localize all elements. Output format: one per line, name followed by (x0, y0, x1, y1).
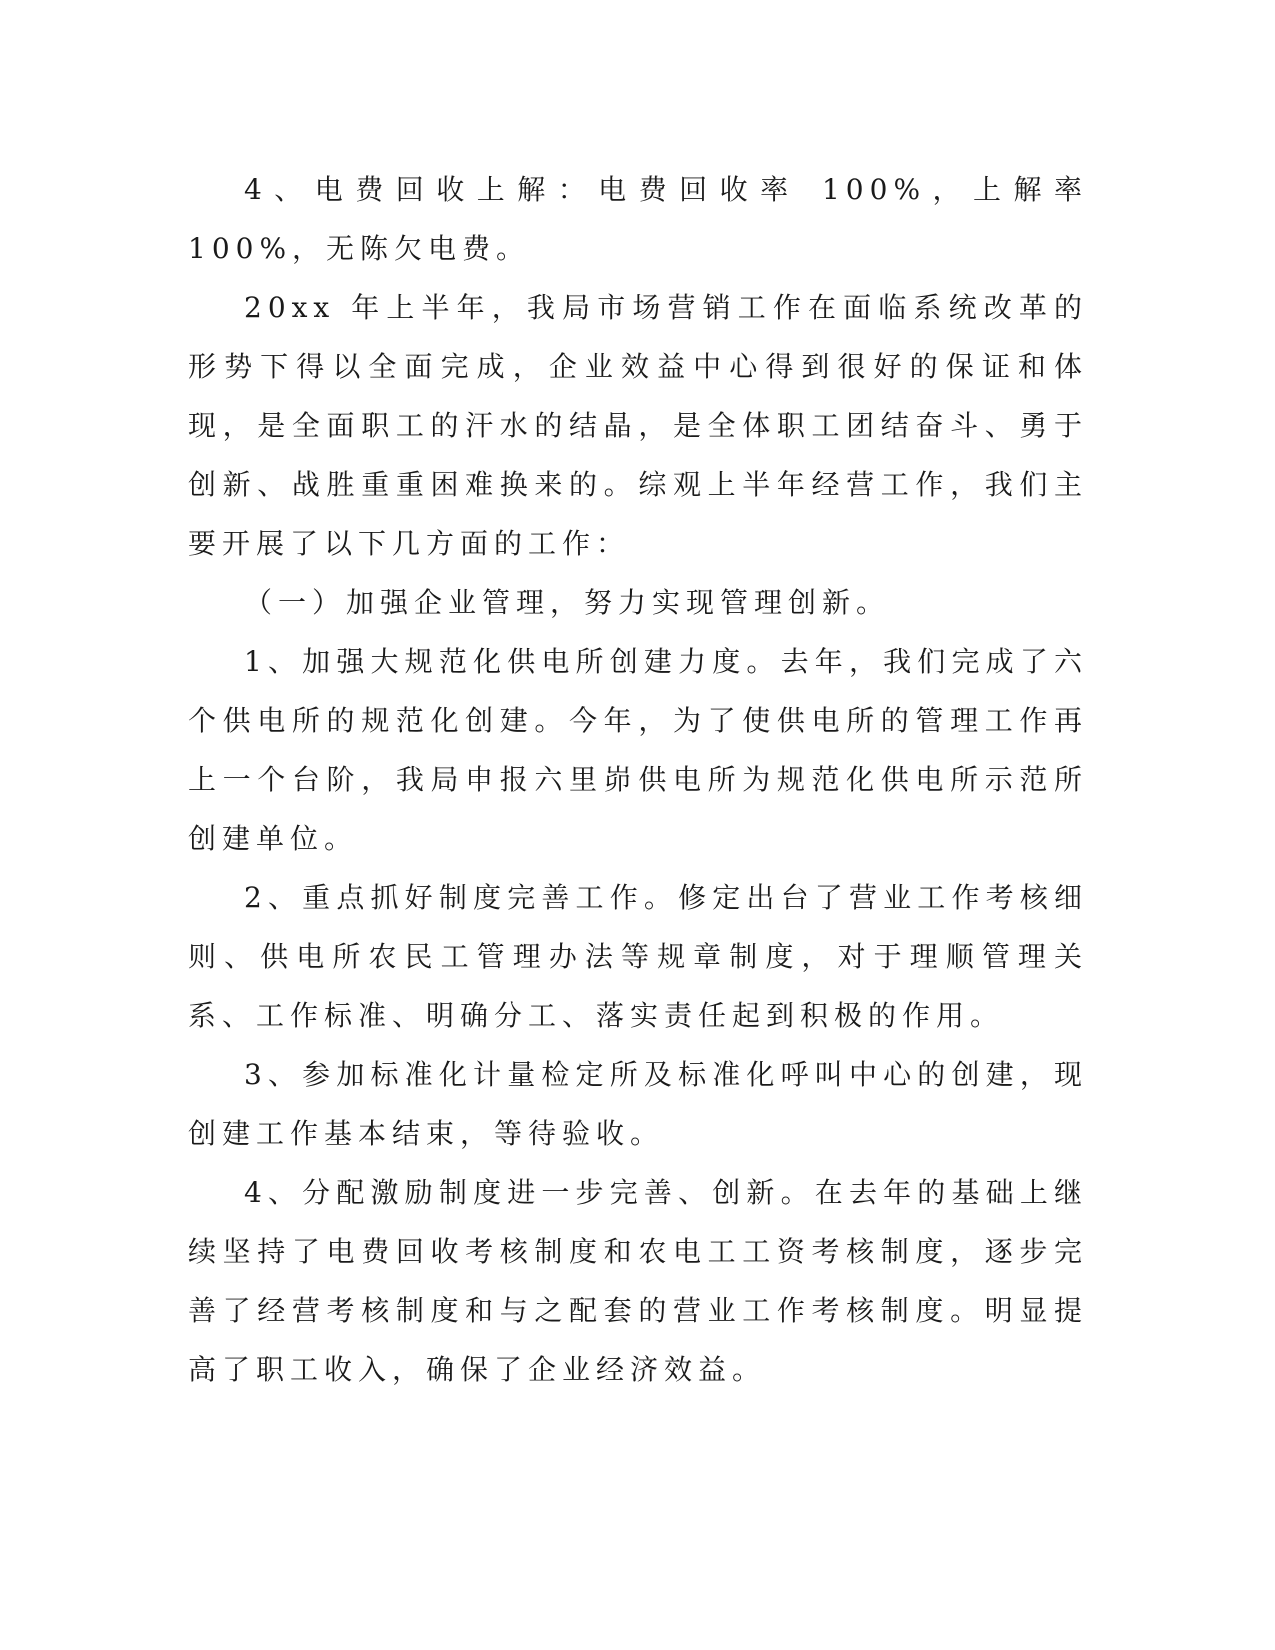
paragraph-item-2: 2、重点抓好制度完善工作。修定出台了营业工作考核细则、供电所农民工管理办法等规章制度，对于理顺管理关系、工作标准、明确分工、落实责任起到积极的作用。 (188, 881, 1088, 1032)
paragraph-item-3: 3、参加标准化计量检定所及标准化呼叫中心的创建，现创建工作基本结束，等待验收。 (188, 1058, 1088, 1150)
paragraph-half-year-summary: 20xx 年上半年，我局市场营销工作在面临系统改革的形势下得以全面完成，企业效益中心得到很好的保证和体现，是全面职工的汗水的结晶，是全体职工团结奋斗、勇于创新、战胜重重困难换来的。综观上半年经营工作，我们主要开展了以下几方面的工作： (188, 291, 1088, 560)
paragraph-fee-recovery: 4、电费回收上解：电费回收率 100%，上解率 100%，无陈欠电费。 (188, 173, 1088, 265)
paragraph-item-1: 1、加强大规范化供电所创建力度。去年，我们完成了六个供电所的规范化创建。今年，为了使供电所的管理工作再上一个台阶，我局申报六里峁供电所为规范化供电所示范所创建单位。 (188, 645, 1088, 855)
paragraph-item-4: 4、分配激励制度进一步完善、创新。在去年的基础上继续坚持了电费回收考核制度和农电工工资考核制度，逐步完善了经营考核制度和与之配套的营业工作考核制度。明显提高了职工收入，确保了企业经济效益。 (188, 1176, 1088, 1386)
section-heading-management: （一）加强企业管理，努力实现管理创新。 (244, 586, 891, 619)
document-body (188, 160, 1088, 1399)
